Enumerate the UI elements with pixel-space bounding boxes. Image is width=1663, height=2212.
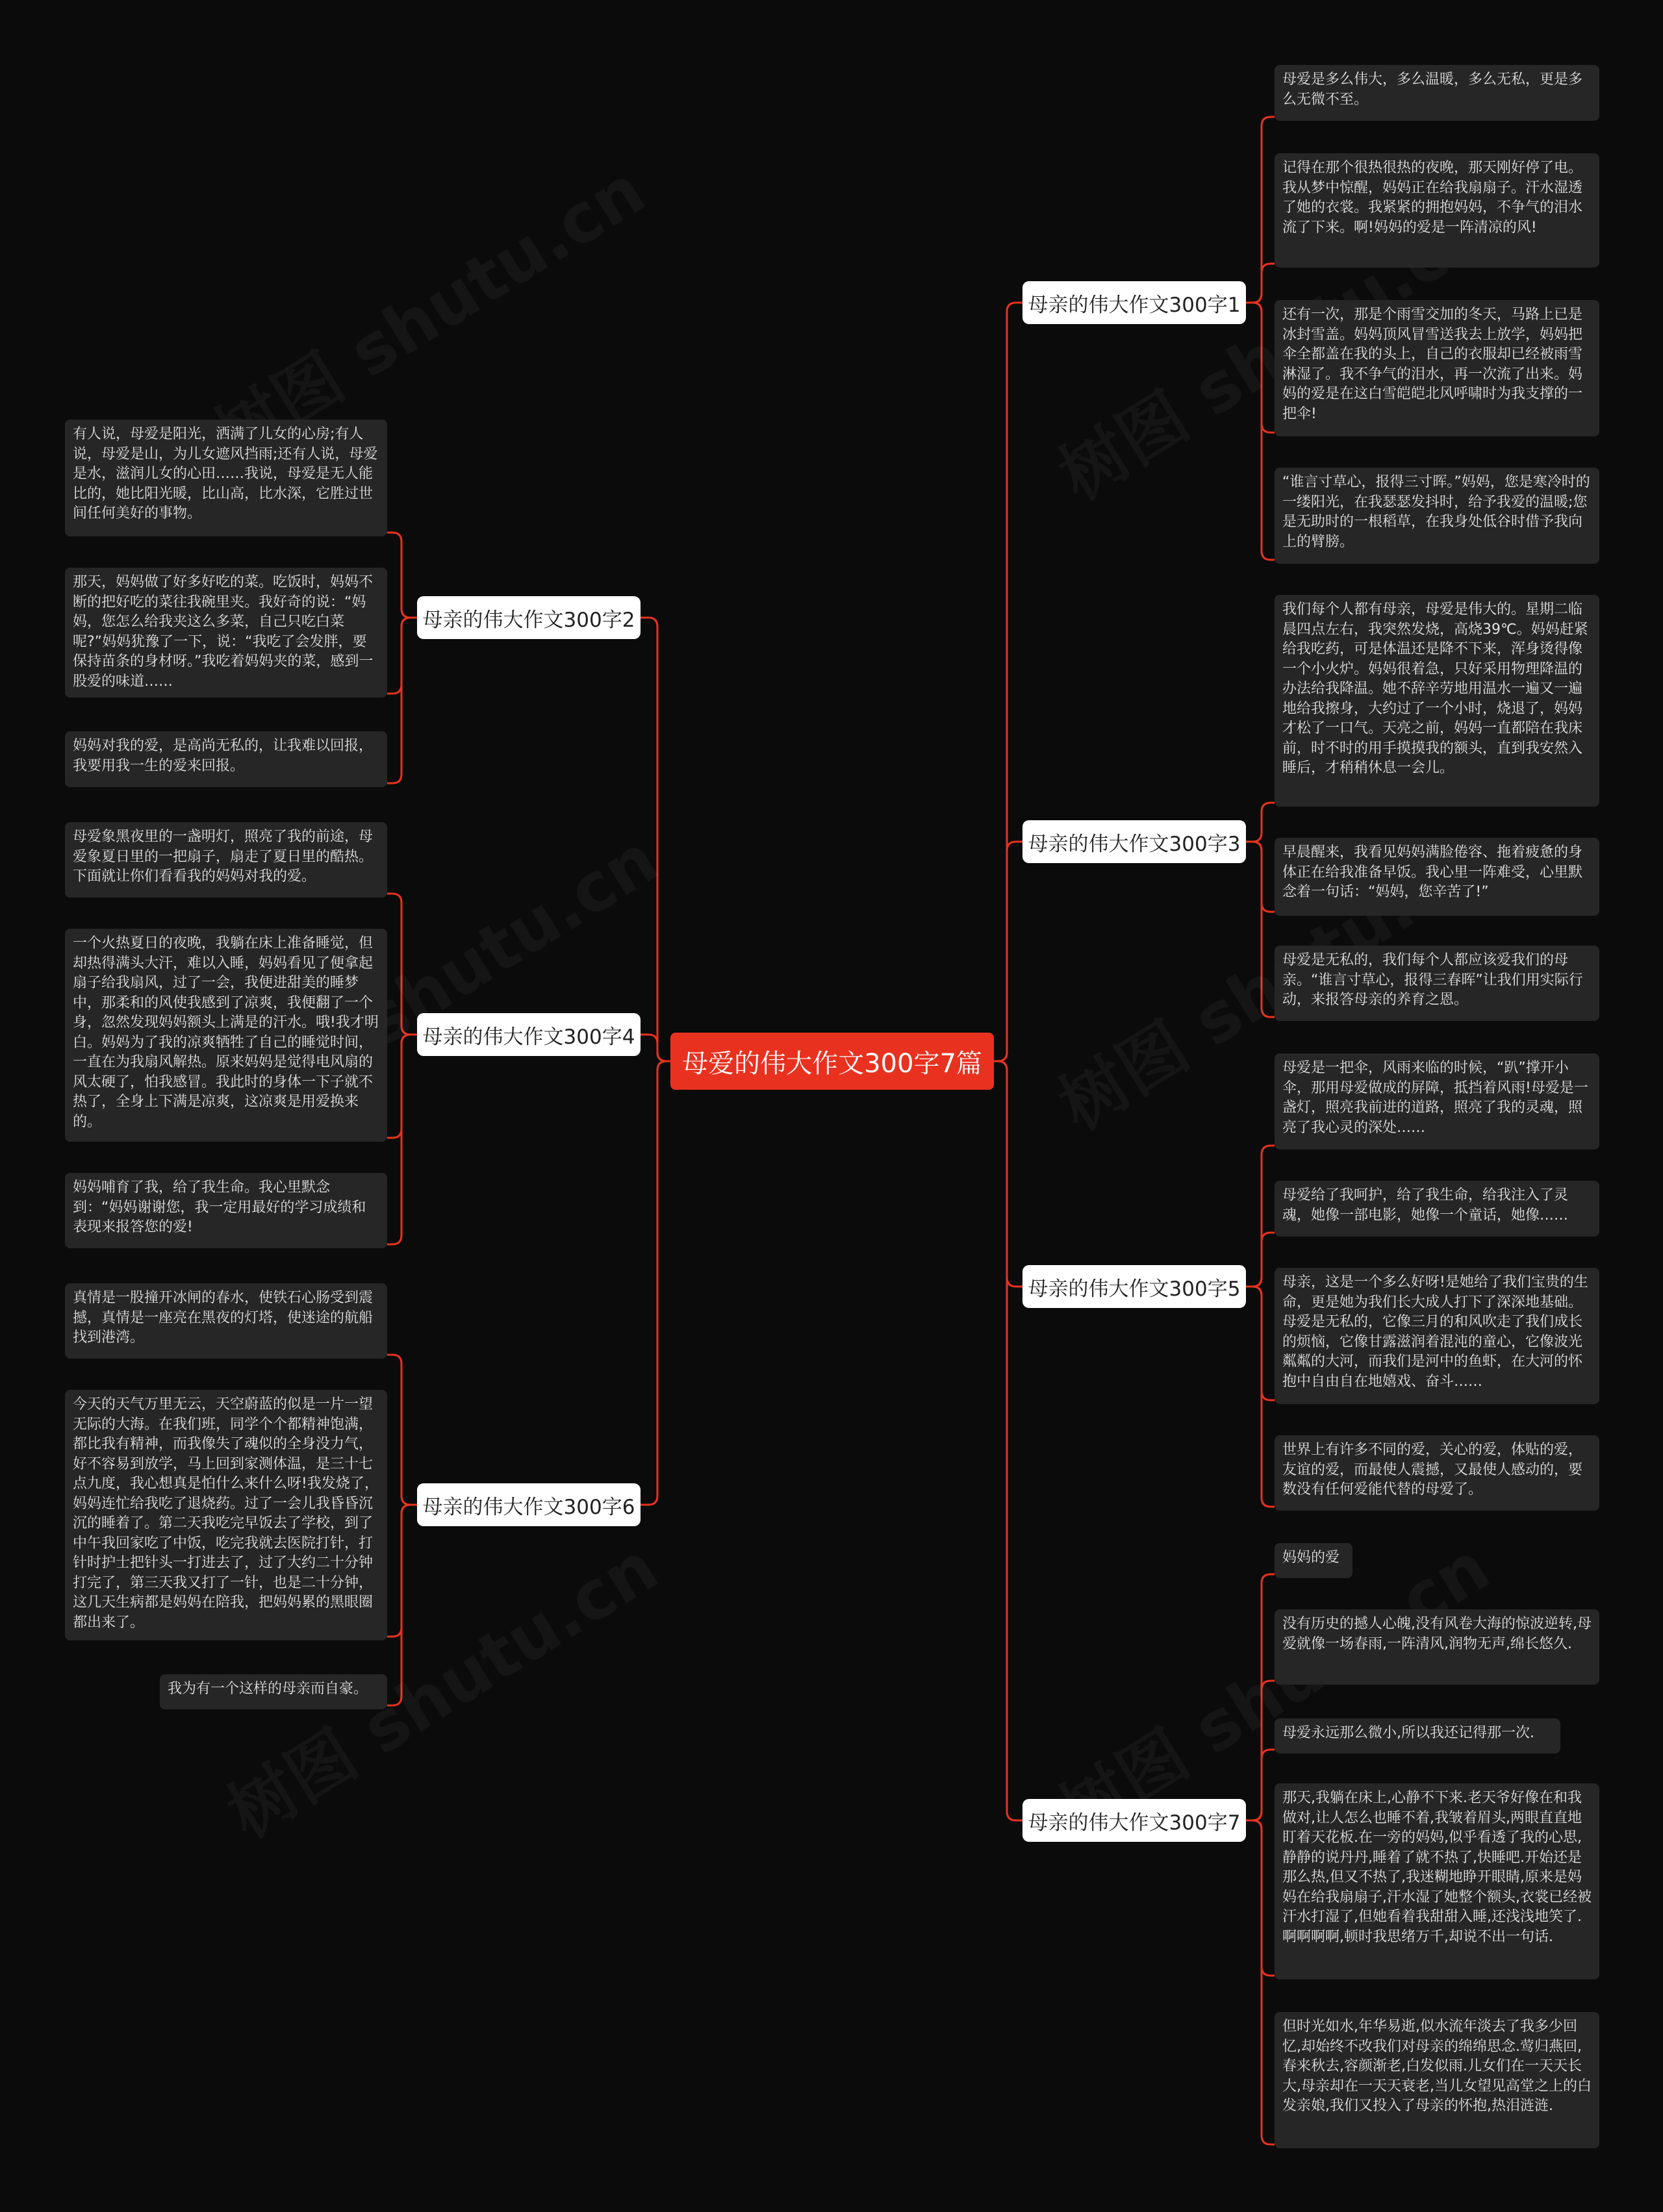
leaf-connector-3-2	[1246, 842, 1275, 912]
leaf-node-6-3[interactable]: 我为有一个这样的母亲而自豪。	[160, 1674, 387, 1709]
leaf-connector-4-1	[387, 894, 417, 1035]
branch-connector-4	[641, 1035, 670, 1061]
leaf-node-4-3[interactable]: 妈妈哺育了我，给了我生命。我心里默念到：“妈妈谢谢您，我一定用最好的学习成绩和表现来报答您的爱!	[65, 1173, 387, 1248]
leaf-connector-5-3	[1246, 1287, 1275, 1400]
leaf-node-1-3[interactable]: 还有一次，那是个雨雪交加的冬天，马路上已是冰封雪盖。妈妈顶风冒雪送我去上放学，妈妈把伞全都盖在我的头上，自己的衣服却已经被雨雪淋湿了。我不争气的泪水，再一次流了出来。妈妈的爱是在这白雪皑皑北风呼啸时为我支撑的一把伞!	[1275, 300, 1599, 436]
leaf-connector-5-1	[1246, 1146, 1275, 1287]
leaf-connector-6-3	[387, 1505, 417, 1705]
leaf-node-1-2[interactable]: 记得在那个很热很热的夜晚，那天刚好停了电。我从梦中惊醒，妈妈正在给我扇扇子。汗水湿透了她的衣裳。我紧紧的拥抱妈妈，不争气的泪水流了下来。啊!妈妈的爱是一阵清凉的风!	[1275, 153, 1599, 268]
leaf-connector-1-2	[1246, 264, 1275, 303]
leaf-node-7-5[interactable]: 但时光如水,年华易逝,似水流年淡去了我多少回忆,却始终不改我们对母亲的绵绵思念.莺归燕回,春来秋去,容颜渐老,白发似雨.儿女们在一天天长大,母亲却在一天天衰老,当儿女望见高堂之上的白发亲娘,我们又投入了母亲的怀抱,热泪涟涟.	[1275, 2012, 1599, 2148]
root-node[interactable]: 母爱的伟大作文300字7篇	[670, 1033, 994, 1090]
leaf-node-3-3[interactable]: 母爱是无私的，我们每个人都应该爱我们的母亲。“谁言寸草心，报得三春晖”让我们用实际行动，来报答母亲的养育之恩。	[1275, 946, 1599, 1021]
branch-node-4[interactable]: 母亲的伟大作文300字4	[417, 1013, 641, 1056]
leaf-connector-7-3	[1246, 1750, 1275, 1820]
leaf-node-5-1[interactable]: 母爱是一把伞，风雨来临的时候，“趴”撑开小伞，那用母爱做成的屏障，抵挡着风雨!母爱是一盏灯，照亮我前进的道路，照亮了我的灵魂，照亮了我心灵的深处……	[1275, 1053, 1599, 1150]
leaf-node-5-4[interactable]: 世界上有许多不同的爱，关心的爱，体贴的爱，友谊的爱，而最使人震撼，又最使人感动的，要数没有任何爱能代替的母爱了。	[1275, 1435, 1599, 1511]
leaf-node-7-1[interactable]: 妈妈的爱	[1275, 1543, 1352, 1578]
leaf-connector-1-4	[1246, 303, 1275, 560]
leaf-connector-7-4	[1246, 1820, 1275, 1976]
leaf-connector-3-3	[1246, 842, 1275, 1017]
leaf-node-6-1[interactable]: 真情是一股撞开冰闸的春水，使铁石心肠受到震撼，真情是一座亮在黑夜的灯塔，使迷途的航船找到港湾。	[65, 1283, 387, 1359]
branch-node-6[interactable]: 母亲的伟大作文300字6	[417, 1483, 641, 1526]
branch-connector-1	[994, 303, 1022, 1061]
branch-node-7[interactable]: 母亲的伟大作文300字7	[1022, 1799, 1246, 1842]
branch-node-3[interactable]: 母亲的伟大作文300字3	[1022, 820, 1246, 863]
leaf-connector-1-3	[1246, 303, 1275, 433]
branch-connector-7	[994, 1061, 1022, 1820]
leaf-connector-1-1	[1246, 117, 1275, 303]
leaf-connector-3-1	[1246, 803, 1275, 842]
branch-node-2[interactable]: 母亲的伟大作文300字2	[417, 596, 641, 639]
leaf-connector-7-5	[1246, 1820, 1275, 2144]
leaf-node-4-1[interactable]: 母爱象黑夜里的一盏明灯，照亮了我的前途，母爱象夏日里的一把扇子，扇走了夏日里的酷热。下面就让你们看看我的妈妈对我的爱。	[65, 822, 387, 898]
leaf-node-1-1[interactable]: 母爱是多么伟大，多么温暖，多么无私，更是多么无微不至。	[1275, 65, 1599, 121]
branch-connector-6	[641, 1061, 670, 1505]
leaf-connector-4-3	[387, 1035, 417, 1244]
branch-connector-2	[641, 618, 670, 1061]
branch-node-1[interactable]: 母亲的伟大作文300字1	[1022, 281, 1246, 324]
leaf-node-7-3[interactable]: 母爱永远那么微小,所以我还记得那一次.	[1275, 1718, 1560, 1753]
leaf-node-3-2[interactable]: 早晨醒来，我看见妈妈满脸倦容、拖着疲惫的身体正在给我准备早饭。我心里一阵难受，心里默念着一句话：“妈妈，您辛苦了!”	[1275, 838, 1599, 916]
leaf-node-3-1[interactable]: 我们每个人都有母亲，母爱是伟大的。星期二临晨四点左右，我突然发烧，高烧39℃。妈妈赶紧给我吃药，可是体温还是降不下来，浑身烫得像一个小火炉。妈妈很着急，只好采用物理降温的办法给我降温。她不辞辛劳地用温水一遍又一遍地给我擦身，大约过了一个小时，烧退了，妈妈才松了一口气。天亮之前，妈妈一直都陪在我床前，时不时的用手摸摸我的额头，直到我安然入睡后，才稍稍休息一会儿。	[1275, 595, 1599, 807]
leaf-connector-7-1	[1246, 1574, 1275, 1820]
leaf-node-7-4[interactable]: 那天,我躺在床上,心静不下来.老天爷好像在和我做对,让人怎么也睡不着,我皱着眉头,两眼直直地盯着天花板.在一旁的妈妈,似乎看透了我的心思,静静的说丹丹,睡着了就不热了,快睡吧.开始还是那么热,但又不热了,我迷糊地睁开眼睛,原来是妈妈在给我扇扇子,汗水湿了她整个额头,衣裳已经被汗水打湿了,但她看着我甜甜入睡,还浅浅地笑了.啊啊啊啊,顿时我思绪万千,却说不出一句话.	[1275, 1783, 1599, 1979]
leaf-connector-5-4	[1246, 1287, 1275, 1507]
leaf-node-5-2[interactable]: 母爱给了我呵护，给了我生命，给我注入了灵魂，她像一部电影，她像一个童话，她像……	[1275, 1181, 1599, 1237]
leaf-node-2-3[interactable]: 妈妈对我的爱，是高尚无私的，让我难以回报，我要用我一生的爱来回报。	[65, 731, 387, 787]
branch-connector-5	[994, 1061, 1022, 1287]
leaf-node-2-1[interactable]: 有人说，母爱是阳光，洒满了儿女的心房;有人说，母爱是山，为儿女遮风挡雨;还有人说，母爱是水，滋润儿女的心田……我说，母爱是无人能比的，她比阳光暖，比山高，比水深，它胜过世间任何美好的事物。	[65, 420, 387, 536]
branch-node-5[interactable]: 母亲的伟大作文300字5	[1022, 1265, 1246, 1308]
leaf-connector-5-2	[1246, 1233, 1275, 1287]
leaf-node-5-3[interactable]: 母亲，这是一个多么好呀!是她给了我们宝贵的生命，更是她为我们长大成人打下了深深地基础。母爱是无私的，它像三月的和风吹走了我们成长的烦恼，它像甘露滋润着混沌的童心，它像波光粼粼的大河，而我们是河中的鱼虾，在大河的怀抱中自由自在地嬉戏、奋斗……	[1275, 1268, 1599, 1404]
leaf-node-4-2[interactable]: 一个火热夏日的夜晚，我躺在床上准备睡觉，但却热得满头大汗，难以入睡，妈妈看见了便拿起扇子给我扇风，过了一会，我便进甜美的睡梦中，那柔和的风使我感到了凉爽，我便翻了一个身，忽然发现妈妈额头上满是的汗水。哦!我才明白。妈妈为了我的凉爽牺牲了自己的睡觉时间，一直在为我扇风解热。原来妈妈是觉得电风扇的风太硬了，怕我感冒。我此时的身体一下子就不热了，全身上下满是凉爽，这凉爽是用爱换来的。	[65, 929, 387, 1142]
branch-connector-3	[994, 842, 1022, 1061]
leaf-connector-2-1	[387, 533, 417, 618]
leaf-connector-2-3	[387, 618, 417, 783]
leaf-node-6-2[interactable]: 今天的天气万里无云，天空蔚蓝的似是一片一望无际的大海。在我们班，同学个个都精神饱满，都比我有精神，而我像失了魂似的全身没力气，好不容易到放学，马上回到家测体温，是三十七点九度，我心想真是怕什么来什么呀!我发烧了，妈妈连忙给我吃了退烧药。过了一会儿我昏昏沉沉的睡着了。第二天我吃完早饭去了学校，到了中午我回家吃了中饭，吃完我就去医院打针，打针时护士把针头一打进去了，过了大约二十分钟打完了，第三天我又打了一针，也是二十分钟，这几天生病都是妈妈在陪我，把妈妈累的黑眼圈都出来了。	[65, 1390, 387, 1640]
leaf-connector-6-1	[387, 1355, 417, 1505]
leaf-node-1-4[interactable]: “谁言寸草心，报得三寸晖。”妈妈，您是寒冷时的一缕阳光，在我瑟瑟发抖时，给予我爱的温暖;您是无助时的一根稻草，在我身处低谷时借予我向上的臂膀。	[1275, 468, 1599, 564]
leaf-node-7-2[interactable]: 没有历史的撼人心魄,没有风卷大海的惊波逆转,母爱就像一场春雨,一阵清风,润物无声,绵长悠久.	[1275, 1609, 1599, 1685]
leaf-node-2-2[interactable]: 那天，妈妈做了好多好吃的菜。吃饭时，妈妈不断的把好吃的菜往我碗里夹。我好奇的说：“妈妈，您怎么给我夹这么多菜，自己只吃白菜呢?”妈妈犹豫了一下，说：“我吃了会发胖，要保持苗条的身材呀。”我吃着妈妈夹的菜，感到一股爱的味道……	[65, 568, 387, 698]
